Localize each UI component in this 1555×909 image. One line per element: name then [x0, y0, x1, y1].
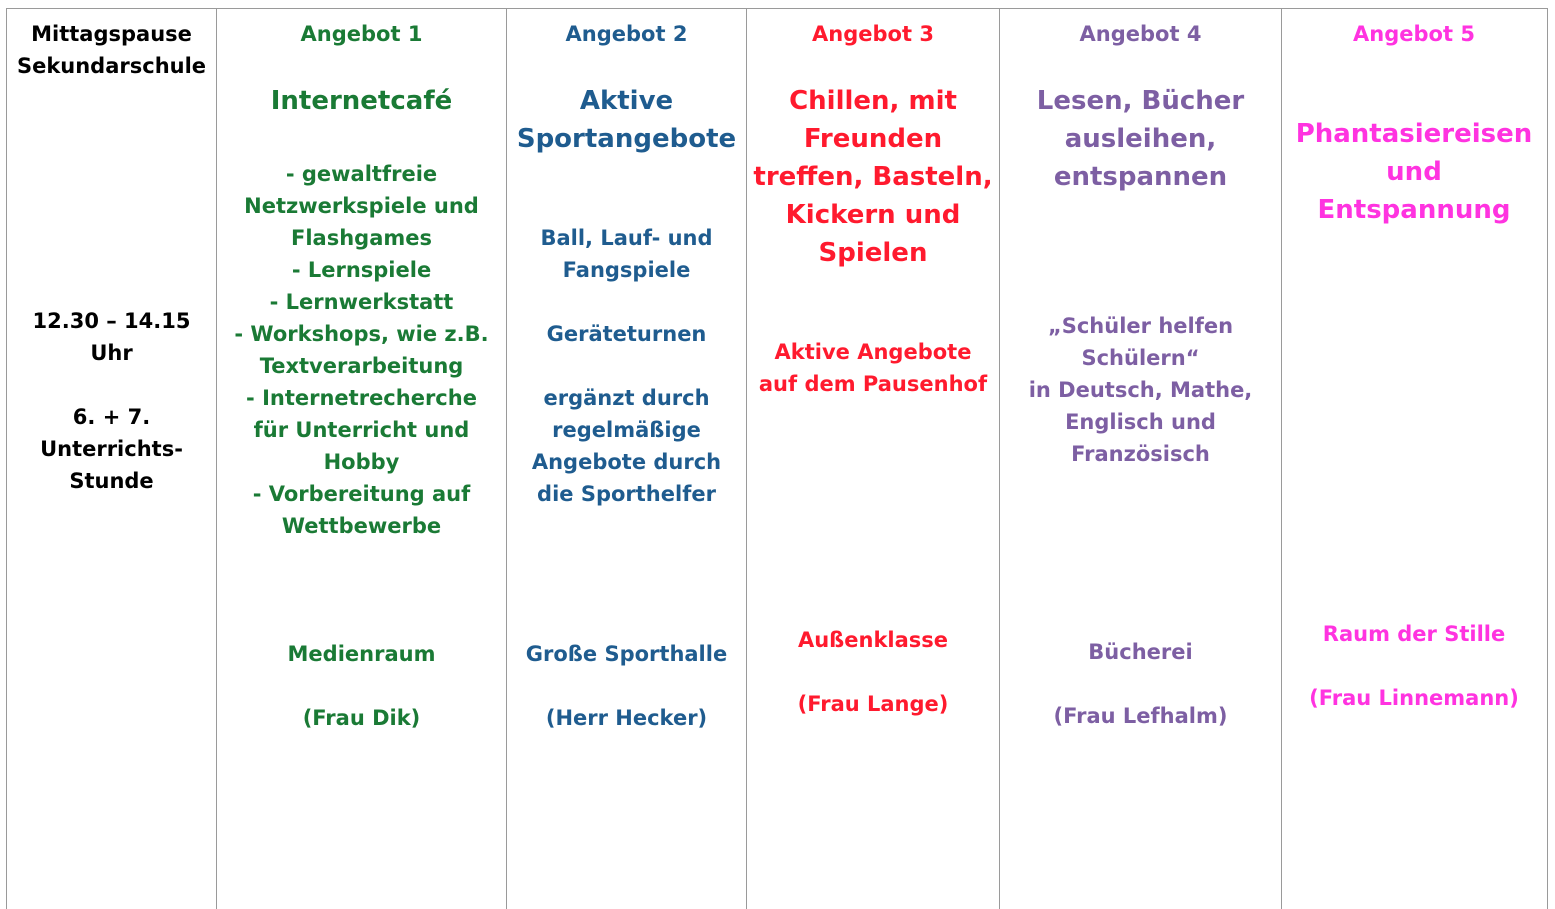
offer-column-3 [747, 9, 1000, 909]
offer-header: Angebot 5 [1353, 22, 1475, 46]
offer-person: (Herr Hecker) [545, 706, 708, 730]
offer-title: Aktive Sportangebote [516, 86, 737, 154]
offer-column-5 [1282, 9, 1546, 909]
offer-person: (Frau Lefhalm) [1053, 704, 1228, 728]
offer-title: Phantasiereisen und Entspannung [1295, 119, 1533, 225]
time-column [7, 9, 217, 909]
schedule-table [6, 8, 1548, 909]
offer-header: Angebot 4 [1079, 22, 1202, 46]
offer-location: Raum der Stille [1322, 622, 1506, 646]
offer-header: Angebot 2 [565, 22, 688, 46]
offer-details: - gewaltfreie Netzwerkspiele und Flashgames - Lernspiele - Lernwerkstatt - Workshops, wie z.B. Textverarbeitung - Internetrecherche für Unterricht und Hobby - Vorbereitung auf Wettbewerbe [234, 162, 489, 538]
offer-location: Außenklasse [797, 628, 949, 652]
lesson-periods: 6. + 7. Unterrichts- Stunde [40, 405, 183, 493]
offer-header: Angebot 3 [812, 22, 934, 46]
offer-title: Lesen, Bücher ausleihen, entspannen [1036, 86, 1245, 192]
offer-person: (Frau Lange) [797, 692, 949, 716]
offer-title: Internetcafé [270, 86, 453, 116]
offer-title: Chillen, mit Freunden treffen, Basteln, Kickern und Spielen [753, 86, 993, 268]
time-column-header: Mittagspause Sekundarschule [16, 22, 207, 78]
offer-details: „Schüler helfen Schülern“ in Deutsch, Mathe, Englisch und Französisch [1028, 314, 1253, 466]
offer-details: Aktive Angebote auf dem Pausenhof [758, 340, 988, 396]
offer-location: Medienraum [287, 642, 436, 666]
offer-location: Bücherei [1088, 640, 1193, 664]
offer-person: (Frau Dik) [302, 706, 421, 730]
offer-column-2 [507, 9, 747, 909]
offer-details: Ball, Lauf- und Fangspiele Geräteturnen ergänzt durch regelmäßige Angebote durch die Sporthelfer [531, 226, 722, 506]
offer-column-4 [1000, 9, 1282, 909]
offer-location: Große Sporthalle [525, 642, 728, 666]
offer-header: Angebot 1 [300, 22, 423, 46]
offer-column-1 [217, 9, 507, 909]
time-range: 12.30 – 14.15 Uhr [32, 309, 191, 365]
offer-person: (Frau Linnemann) [1309, 686, 1519, 710]
